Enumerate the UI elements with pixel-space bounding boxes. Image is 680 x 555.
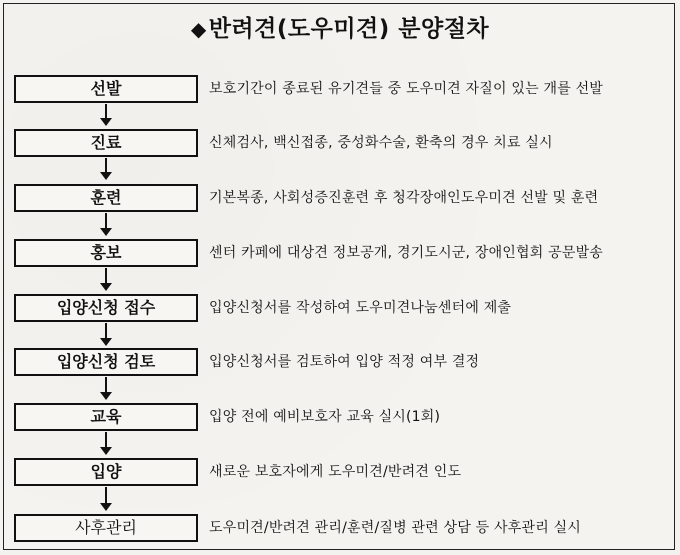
step-description-promotion: 센터 카페에 대상견 정보공개, 경기도시군, 장애인협회 공문발송 [209, 245, 604, 261]
step-box-education: 교육 [14, 403, 198, 431]
flow-arrow [97, 323, 115, 347]
step-box-training: 훈련 [14, 184, 198, 212]
step-box-selection: 선발 [14, 75, 198, 103]
flow-arrow [97, 213, 115, 237]
step-description-treatment: 신체검사, 백신접종, 중성화수술, 환축의 경우 치료 실시 [209, 135, 553, 151]
step-box-treatment: 진료 [14, 129, 198, 157]
diagram-frame [3, 3, 675, 550]
flow-arrow [97, 104, 115, 127]
step-description-selection: 보호기간이 종료된 유기견들 중 도우미견 자질이 있는 개를 선발 [209, 81, 604, 97]
step-box-adoption: 입양 [14, 458, 198, 486]
flow-arrow [97, 268, 115, 292]
diagram-title [4, 10, 676, 43]
flow-arrow [97, 487, 115, 512]
title-text: 반려견(도우미견) 분양절차 [208, 16, 490, 42]
step-box-aftercare: 사후관리 [14, 514, 198, 542]
flow-arrow [97, 432, 115, 456]
step-description-training: 기본복종, 사회성증진훈련 후 청각장애인도우미견 선발 및 훈련 [209, 190, 599, 206]
step-box-application-receipt: 입양신청 접수 [14, 294, 198, 322]
flow-arrow [97, 377, 115, 401]
flow-arrow [97, 158, 115, 181]
step-description-adoption: 새로운 보호자에게 도우미견/반려견 인도 [209, 464, 462, 480]
step-description-application-review: 입양신청서를 검토하여 입양 적정 여부 결정 [209, 354, 480, 370]
step-description-education: 입양 전에 예비보호자 교육 실시(1회) [209, 409, 441, 425]
step-description-application-receipt: 입양신청서를 작성하여 도우미견나눔센터에 제출 [209, 300, 512, 316]
step-box-application-review: 입양신청 검토 [14, 348, 198, 376]
step-description-aftercare: 도우미견/반려견 관리/훈련/질병 관련 상담 등 사후관리 실시 [209, 520, 582, 536]
diamond-icon: ◆ [190, 17, 207, 41]
step-box-promotion: 홍보 [14, 239, 198, 267]
